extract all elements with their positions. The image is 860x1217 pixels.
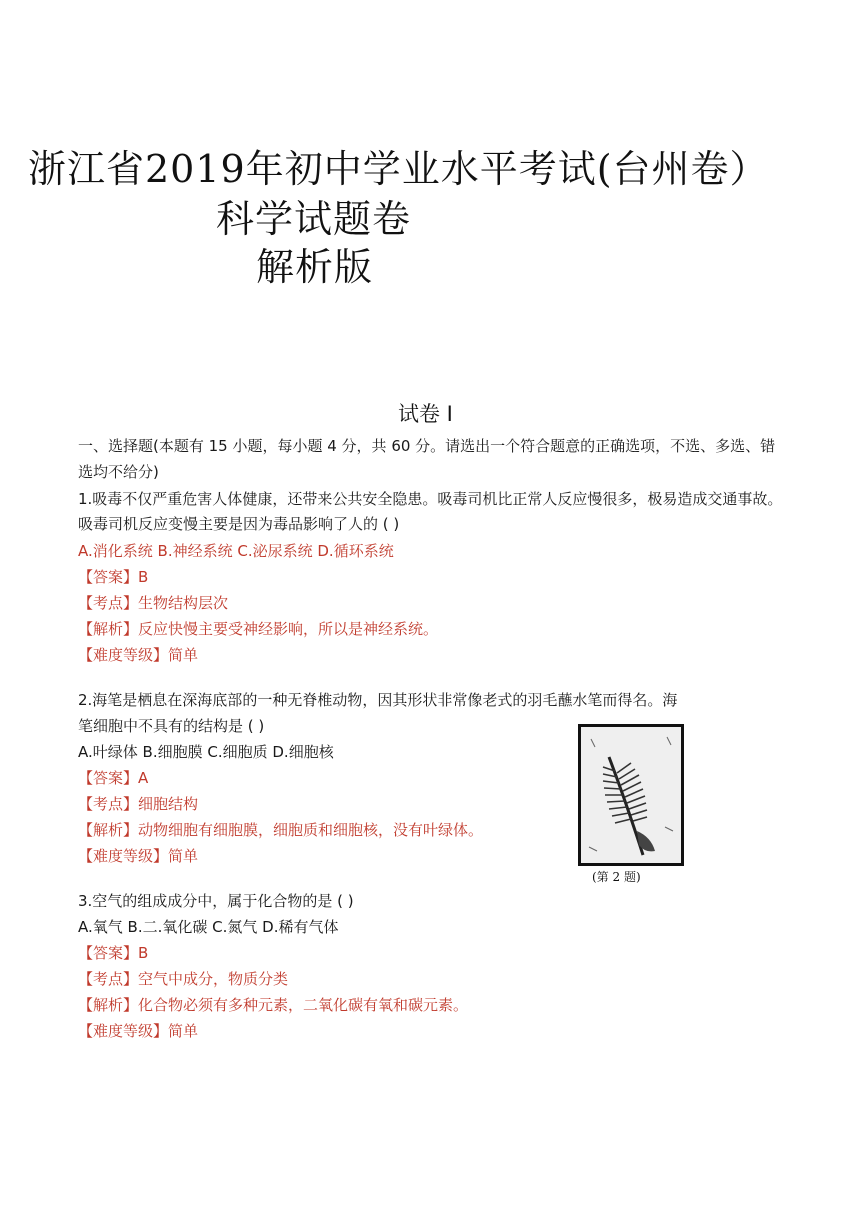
sea-pen-illustration [581, 727, 681, 863]
instructions-line-2: 选均不给分) [78, 463, 159, 481]
title-line-1: 浙江省2019年初中学业水平考试(台州卷） [28, 147, 769, 191]
title-line-3: 解析版 [256, 245, 374, 289]
q3-analysis: 【解析】化合物必须有多种元素，二氧化碳有氧和碳元素。 [78, 996, 469, 1014]
q1-point: 【考点】生物结构层次 [78, 594, 229, 612]
q2-analysis: 【解析】动物细胞有细胞膜，细胞质和细胞核，没有叶绿体。 [78, 821, 484, 839]
q3-answer: 【答案】B [78, 944, 149, 962]
q2-stem-line-2: 笔细胞中不具有的结构是 ( ) [78, 717, 265, 735]
q2-answer: 【答案】A [78, 769, 149, 787]
q2-options: A.叶绿体 B.细胞膜 C.细胞质 D.细胞核 [78, 743, 334, 761]
q1-options: A.消化系统 B.神经系统 C.泌尿系统 D.循环系统 [78, 542, 394, 560]
q3-stem: 3.空气的组成成分中，属于化合物的是 ( ) [78, 892, 354, 910]
q3-options: A.氧气 B.二.氧化碳 C.氮气 D.稀有气体 [78, 918, 339, 936]
title-line-2: 科学试题卷 [216, 197, 412, 241]
q1-answer: 【答案】B [78, 568, 149, 586]
q2-stem-line-1: 2.海笔是栖息在深海底部的一种无脊椎动物，因其形状非常像老式的羽毛蘸水笔而得名。海 [78, 691, 678, 709]
q1-stem-line-1: 1.吸毒不仅严重危害人体健康，还带来公共安全隐患。吸毒司机比正常人反应慢很多，极易造成交通事故。 [78, 490, 783, 508]
sea-pen-figure [578, 724, 684, 866]
q1-stem-line-2: 吸毒司机反应变慢主要是因为毒品影响了人的 ( ) [78, 515, 400, 533]
q3-point: 【考点】空气中成分，物质分类 [78, 970, 289, 988]
q1-difficulty: 【难度等级】简单 [78, 646, 199, 664]
q1-analysis: 【解析】反应快慢主要受神经影响，所以是神经系统。 [78, 620, 439, 638]
q2-point: 【考点】细胞结构 [78, 795, 199, 813]
figure-caption: (第 2 题) [592, 870, 641, 884]
q2-difficulty: 【难度等级】简单 [78, 847, 199, 865]
section-title: 试卷 I [398, 402, 453, 426]
instructions-line-1: 一、选择题(本题有 15 小题，每小题 4 分，共 60 分。请选出一个符合题意的正确选项，不选、多选、错 [78, 437, 776, 455]
q3-difficulty: 【难度等级】简单 [78, 1022, 199, 1040]
